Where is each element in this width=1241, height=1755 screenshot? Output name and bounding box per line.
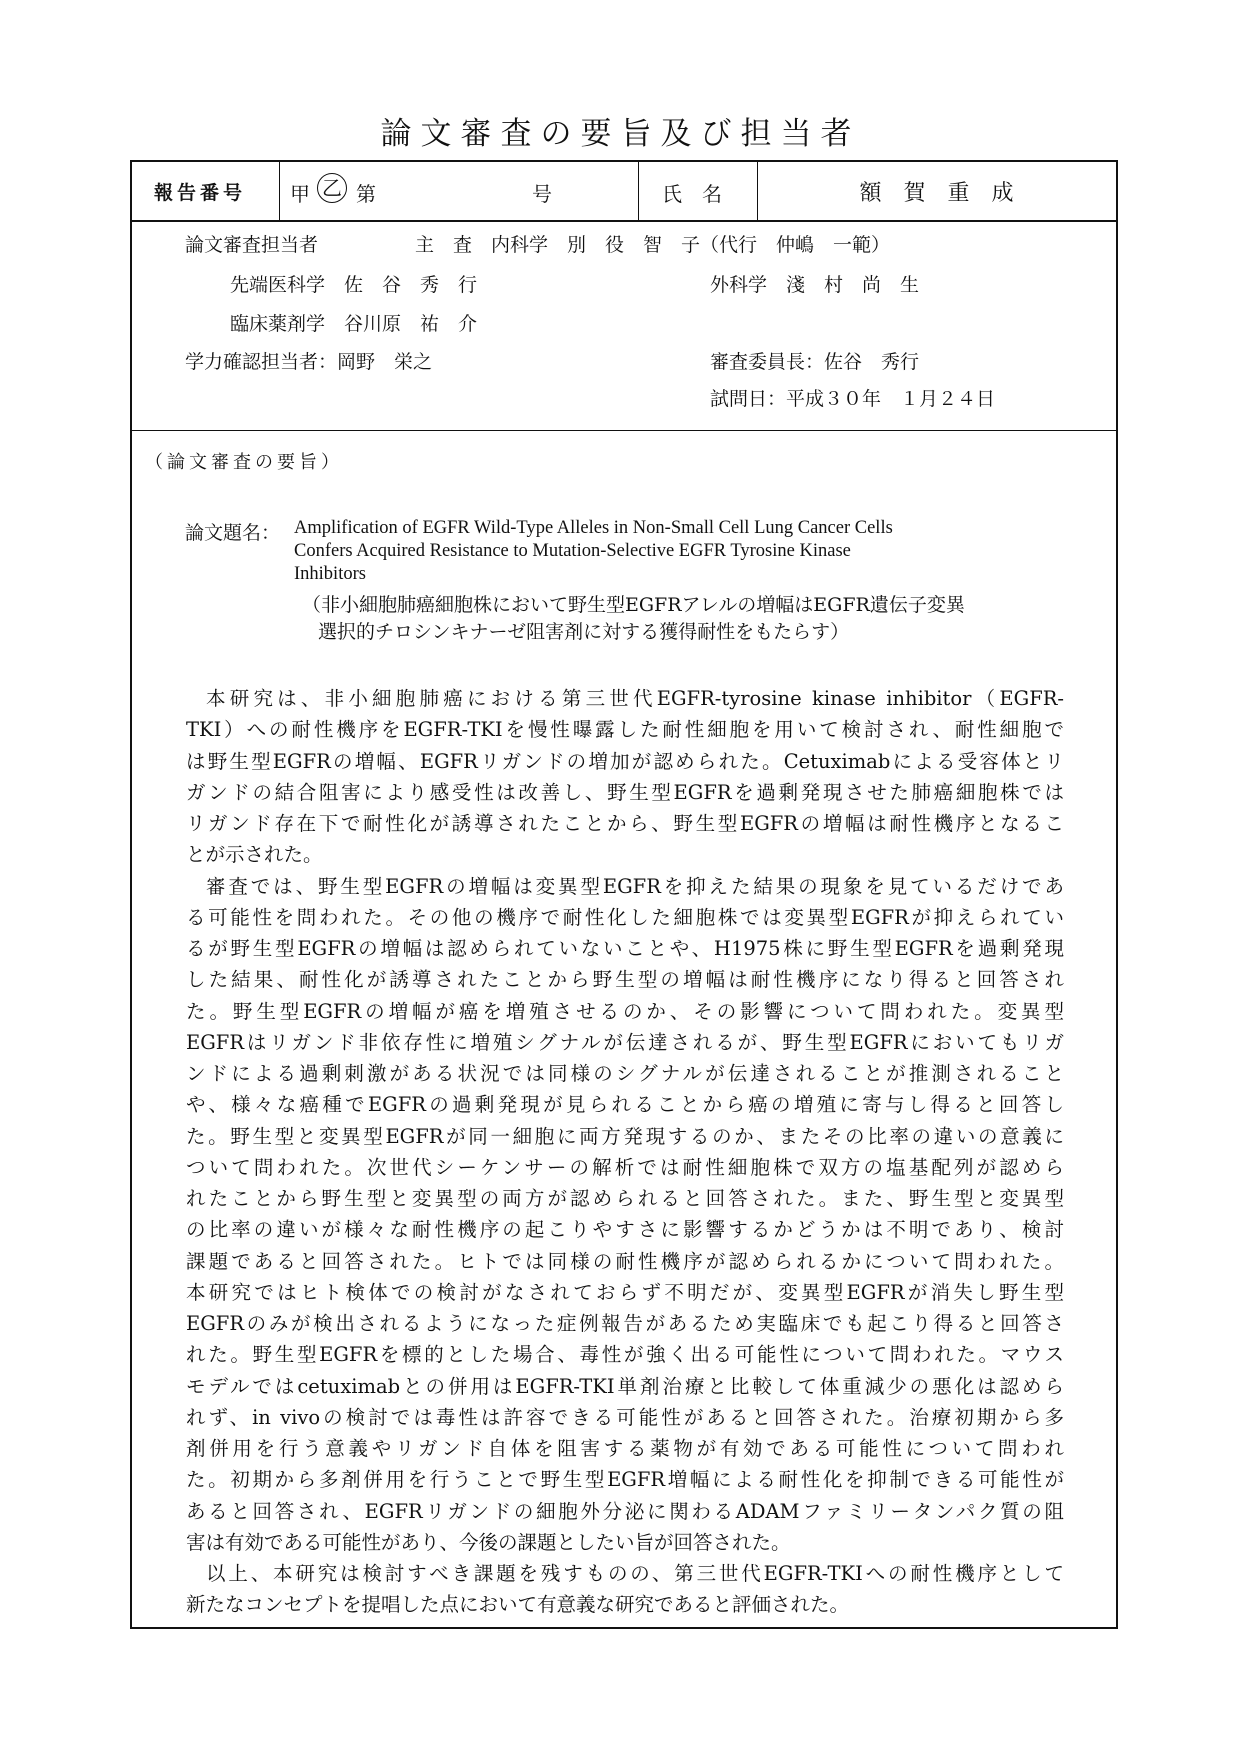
dai-label: 第: [356, 182, 376, 206]
summary-heading: （論文審査の要旨）: [145, 452, 343, 473]
report-number-label: 報告番号: [154, 182, 247, 204]
document-title: 論文審査の要旨及び担当者: [380, 116, 861, 152]
section-divider: [132, 430, 1116, 431]
body-line: EGFRはリガンド非依存性に増殖シグナルが伝達されるが、野生型EGFRにおいてもリガ: [186, 1030, 1064, 1054]
body-line: れた。野生型EGFRを標的とした場合、毒性が強く出る可能性について問われた。マウス: [186, 1343, 1064, 1367]
body-line: ンドによる過剰刺激がある状況では同様のシグナルが伝達されることが推測されること: [186, 1062, 1064, 1085]
exam-date: 試問日：平成３０年 １月２４日: [710, 388, 996, 410]
body-line: あると回答され、EGFRリガンドの細胞外分泌に関わるADAMファミリータンパク質の阻: [186, 1499, 1064, 1523]
body-line: ついて問われた。次世代シーケンサーの解析では耐性細胞株で双方の塩基配列が認めら: [186, 1155, 1064, 1179]
otsu-circled: 乙: [317, 173, 347, 203]
body-line: れたことから野生型と変異型の両方が認められると回答された。また、野生型と変異型: [186, 1187, 1064, 1210]
body-line: る可能性を問われた。その他の機序で耐性化した細胞株では変異型EGFRが抑えられてい: [186, 905, 1064, 929]
body-line: した結果、耐性化が誘導されたことから野生型の増幅は耐性機序になり得ると回答され: [186, 968, 1064, 992]
candidate-name: 額 賀 重 成: [859, 181, 1014, 206]
chief-reviewer: 主 査 内科学 別 役 智 子（代行 仲嶋 一範）: [415, 234, 891, 256]
body-line: 剤併用を行う意義やリガンド自体を阻害する薬物が有効である可能性について問われ: [186, 1437, 1064, 1460]
body-line: 本研究ではヒト検体での検討がなされておらず不明だが、変異型EGFRが消失し野生型: [186, 1280, 1064, 1304]
body-line: 新たなコンセプトを提唱した点において有意義な研究であると評価された。: [186, 1593, 850, 1617]
thesis-title-ja-line: 選択的チロシンキナーゼ阻害剤に対する獲得耐性をもたらす）: [318, 621, 850, 643]
committee-chair: 審査委員長：佐谷 秀行: [710, 351, 920, 373]
body-line: ガンドの結合阻害により感受性は改善し、野生型EGFRを過剰発現させた肺癌細胞株では: [186, 780, 1064, 804]
thesis-title-label: 論文題名：: [185, 522, 281, 544]
body-line: た。初期から多剤併用を行うことで野生型EGFR増幅による耐性化を抑制できる可能性が: [186, 1468, 1064, 1492]
body-line: た。野生型EGFRの増幅が癌を増殖させるのか、その影響について問われた。変異型: [186, 999, 1064, 1023]
thesis-title-line: Inhibitors: [294, 564, 366, 584]
body-line: EGFRのみが検出されるようになった症例報告があるため実臨床でも起こり得ると回答さ: [186, 1312, 1064, 1335]
name-label: 氏 名: [662, 182, 722, 206]
body-line: 本研究は、非小細胞肺癌における第三世代EGFR-tyrosine kinase inhibitor（EGFR-: [206, 687, 1064, 710]
body-line: とが示された。: [186, 843, 323, 867]
body-line: TKI）への耐性機序をEGFR-TKIを慢性曝露した耐性細胞を用いて検討され、耐性細胞で: [186, 718, 1064, 742]
body-line: モデルではcetuximabとの併用はEGFR-TKI単剤治療と比較して体重減少の悪化は認めら: [186, 1374, 1064, 1398]
academic-examiner: 学力確認担当者：岡野 栄之: [185, 351, 433, 373]
reviewers-label: 論文審査担当者: [185, 234, 319, 256]
thesis-title-ja-line: （非小細胞肺癌細胞株において野生型EGFRアレルの増幅はEGFR遺伝子変異: [302, 594, 965, 616]
body-line: 課題であると回答された。ヒトでは同様の耐性機序が認められるかについて問われた。: [186, 1249, 1064, 1273]
thesis-title-line: Amplification of EGFR Wild-Type Alleles in Non-Small Cell Lung Cancer Cells: [294, 518, 893, 538]
body-line: れず、in vivoの検討では毒性は許容できる可能性があると回答された。治療初期から多: [186, 1405, 1064, 1429]
body-line: 害は有効である可能性があり、今後の課題としたい旨が回答された。: [186, 1530, 791, 1554]
reviewer-1: 先端医科学 佐 谷 秀 行: [230, 274, 478, 296]
header-row: [132, 162, 1116, 222]
thesis-title-line: Confers Acquired Resistance to Mutation-Selective EGFR Tyrosine Kinase: [294, 541, 851, 561]
body-line: や、様々な癌種でEGFRの過剰発現が見られることから癌の増殖に寄与し得ると回答し: [186, 1093, 1064, 1117]
kou-label: 甲: [290, 182, 310, 206]
body-line: 以上、本研究は検討すべき課題を残すものの、第三世代EGFR-TKIへの耐性機序として: [206, 1562, 1064, 1585]
body-line: の比率の違いが様々な耐性機序の起こりやすさに影響するかどうかは不明であり、検討: [186, 1218, 1064, 1242]
reviewer-3: 臨床薬剤学 谷川原 祐 介: [230, 313, 478, 335]
review-summary-body: [186, 683, 1064, 1621]
body-line: た。野生型と変異型EGFRが同一細胞に両方発現するのか、またその比率の違いの意義に: [186, 1124, 1064, 1148]
body-line: るが野生型EGFRの増幅は認められていないことや、H1975株に野生型EGFRを過剰発現: [186, 937, 1064, 960]
reviewer-2: 外科学 淺 村 尚 生: [710, 274, 920, 296]
body-line: は野生型EGFRの増幅、EGFRリガンドの増加が認められた。Cetuximabによる受容体とリ: [186, 749, 1064, 773]
body-line: リガンド存在下で耐性化が誘導されたことから、野生型EGFRの増幅は耐性機序となるこ: [186, 812, 1064, 835]
body-line: 審査では、野生型EGFRの増幅は変異型EGFRを抑えた結果の現象を見ているだけであ: [206, 874, 1064, 898]
go-label: 号: [532, 182, 552, 206]
